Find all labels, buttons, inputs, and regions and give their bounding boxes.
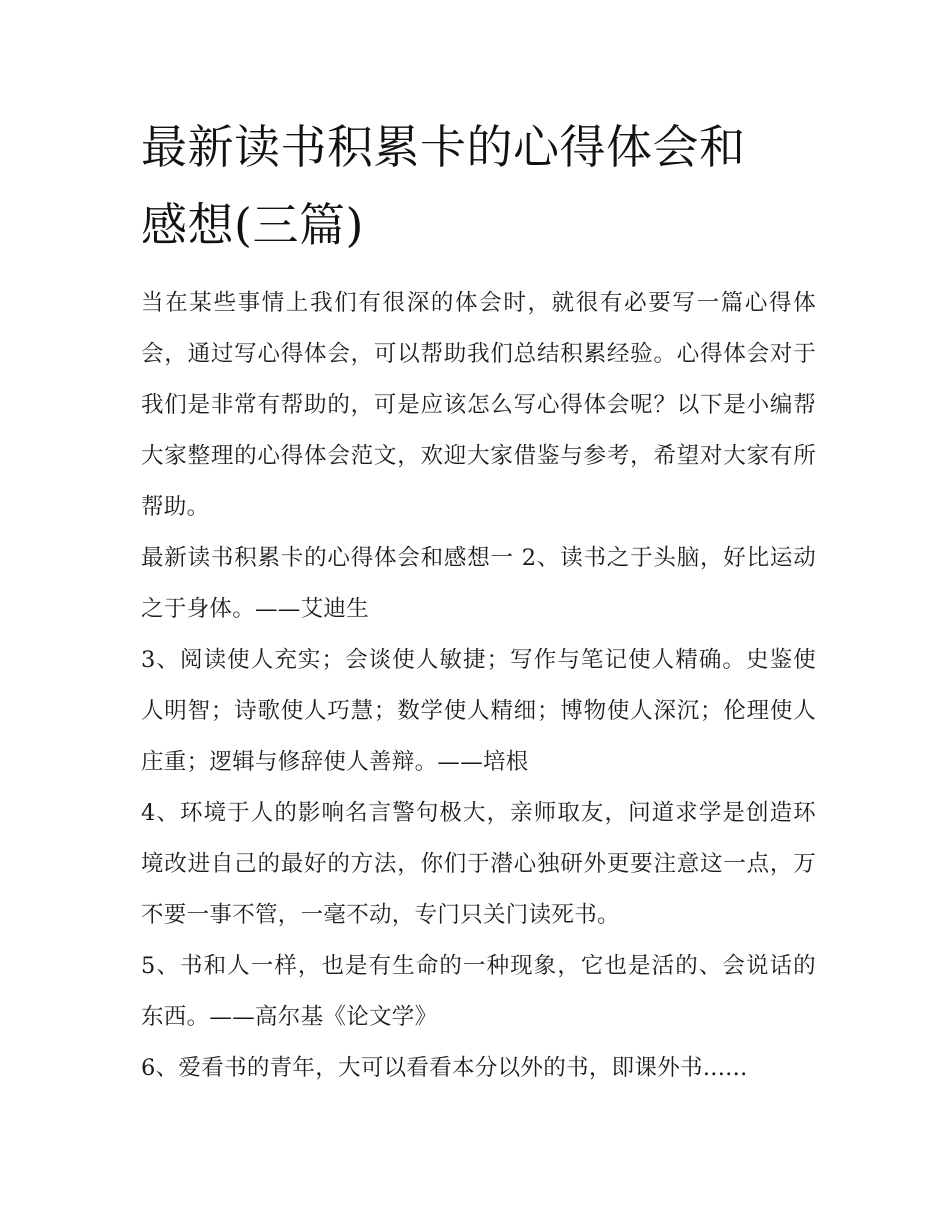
document-title — [141, 108, 816, 264]
quote-paragraph-2: 最新读书积累卡的心得体会和感想一 2、读书之于头脑，好比运动之于身体。——艾迪生 — [141, 545, 816, 622]
document-body — [141, 108, 816, 1094]
quote-paragraph-6: 6、爱看书的青年，大可以看看本分以外的书，即课外书...... — [141, 1055, 748, 1081]
quote-paragraph-5: 5、书和人一样，也是有生命的一种现象，它也是活的、会说话的东西。——高尔基《论文学》 — [141, 953, 816, 1030]
title-line-2: 感想(三篇) — [141, 198, 364, 252]
quote-paragraph-4: 4、环境于人的影响名言警句极大，亲师取友，问道求学是创造环境改进自己的最好的方法，你们于潜心独研外更要注意这一点，万不要一事不管，一毫不动，专门只关门读死书。 — [141, 800, 816, 928]
intro-paragraph: 当在某些事情上我们有很深的体会时，就很有必要写一篇心得体会，通过写心得体会，可以帮助我们总结积累经验。心得体会对于我们是非常有帮助的，可是应该怎么写心得体会呢？以下是小编帮大家整理的心得体会范文，欢迎大家借鉴与参考，希望对大家有所帮助。 — [141, 290, 816, 520]
quote-paragraph-3: 3、阅读使人充实；会谈使人敏捷；写作与笔记使人精确。史鉴使人明智；诗歌使人巧慧；数学使人精细；博物使人深沉；伦理使人庄重；逻辑与修辞使人善辩。——培根 — [141, 647, 816, 775]
title-line-1: 最新读书积累卡的心得体会和 — [141, 120, 746, 174]
